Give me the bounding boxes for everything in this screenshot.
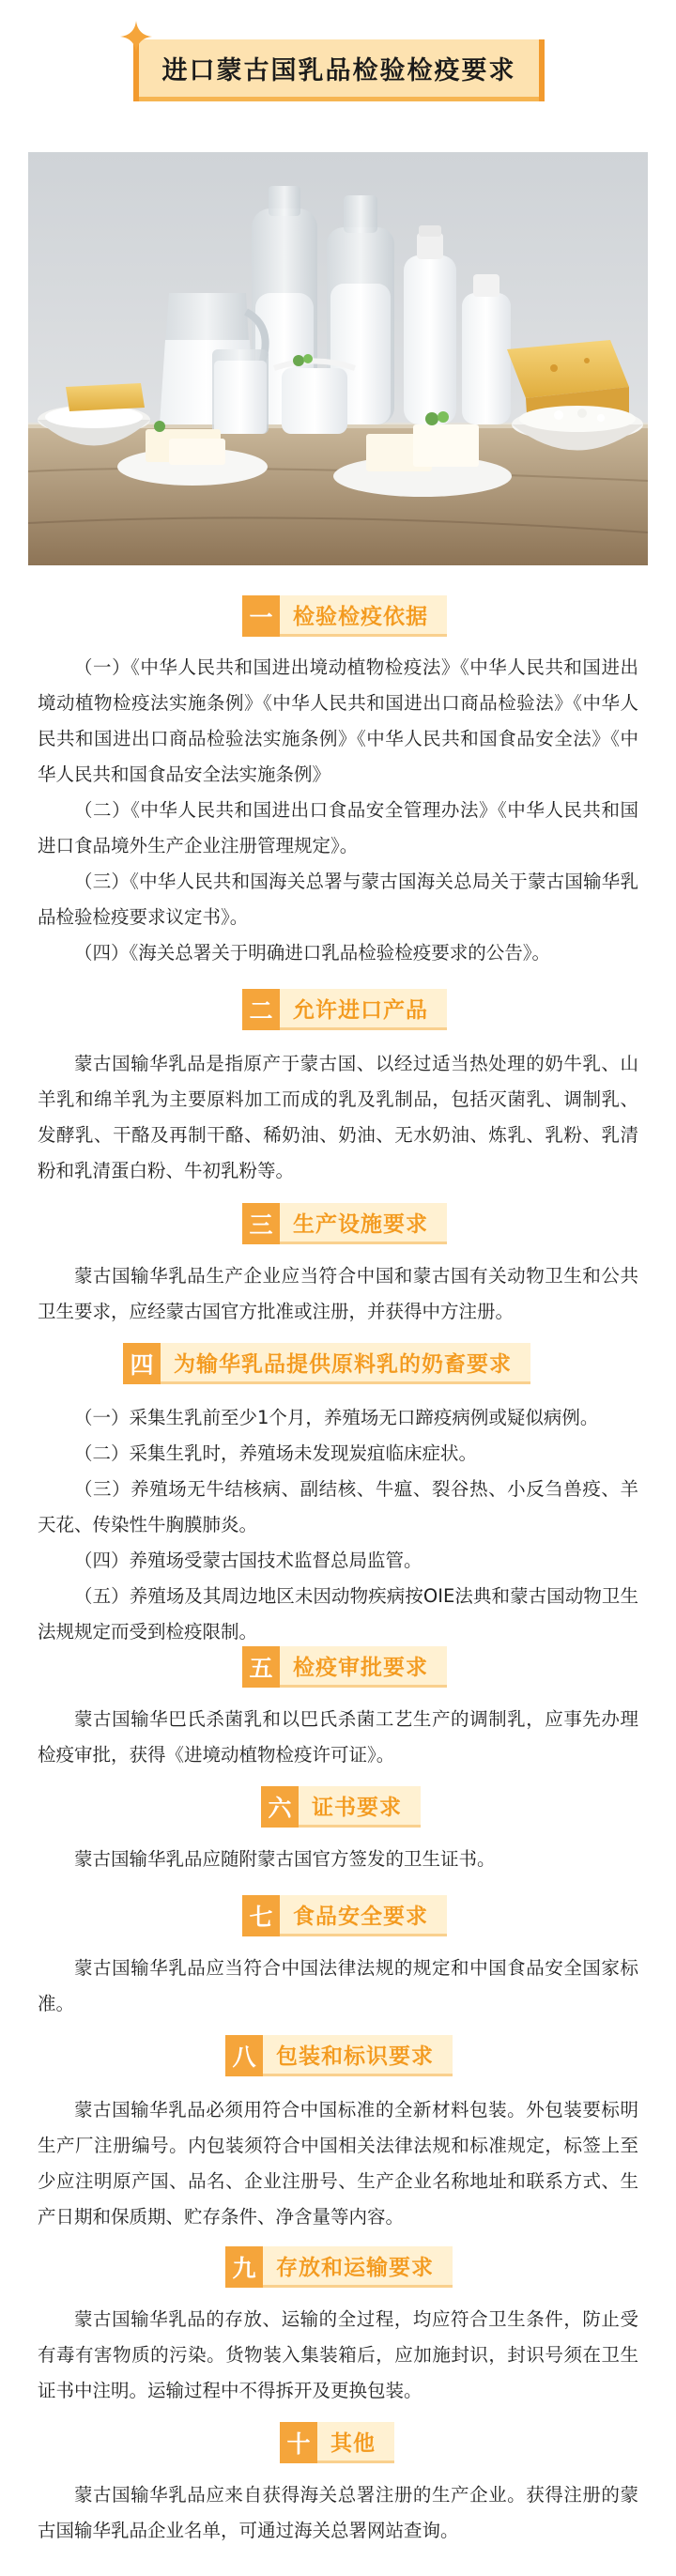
paragraph: 蒙古国输华乳品应来自获得海关总署注册的生产企业。获得注册的蒙古国输华乳品企业名单，可通过海关总署网站查询。: [38, 2484, 638, 2541]
section-title: 为输华乳品提供原料乳的奶畜要求: [161, 1343, 530, 1384]
section-heading-products: [242, 989, 447, 1030]
section-body-certificate: [38, 1842, 638, 1877]
section-body-facilities: [38, 1258, 638, 1330]
section-title: 检验检疫依据: [280, 595, 447, 637]
section-title: 允许进口产品: [280, 989, 447, 1030]
paragraph: （二）《中华人民共和国进出口食品安全管理办法》《中华人民共和国进口食品境外生产企业注册管理规定》。: [38, 799, 638, 856]
section-number: 五: [242, 1646, 280, 1688]
section-heading-facilities: [242, 1203, 447, 1244]
section-heading-basis: [242, 595, 447, 637]
section-body-other: [38, 2477, 638, 2549]
paragraph: 蒙古国输华巴氏杀菌乳和以巴氏杀菌工艺生产的调制乳，应事先办理检疫审批，获得《进境动植物检疫许可证》。: [38, 1708, 638, 1766]
section-body-products: [38, 1046, 638, 1189]
paragraph: （一）采集生乳前至少1个月，养殖场无口蹄疫病例或疑似病例。: [74, 1407, 599, 1428]
section-body-food-safety: [38, 1951, 638, 2022]
dairy-products-photo: [28, 152, 648, 565]
section-body-livestock: [38, 1400, 638, 1650]
paragraph: （一）《中华人民共和国进出境动植物检疫法》《中华人民共和国进出境动植物检疫法实施条例》《中华人民共和国进出口商品检验法》《中华人民共和国进出口商品检验法实施条例》《中华人民共和国食品安全法》《中华人民共和国食品安全法实施条例》: [38, 656, 638, 785]
dairy-products-illustration: [28, 152, 648, 565]
section-number: 十: [280, 2422, 317, 2463]
paragraph: 蒙古国输华乳品生产企业应当符合中国和蒙古国有关动物卫生和公共卫生要求，应经蒙古国官方批准或注册，并获得中方注册。: [38, 1265, 638, 1322]
section-heading-certificate: [261, 1786, 421, 1828]
paragraph: 蒙古国输华乳品应当符合中国法律法规的规定和中国食品安全国家标准。: [38, 1957, 638, 2014]
section-number: 一: [242, 595, 280, 637]
section-heading-packaging: [225, 2035, 453, 2076]
paragraph: （三）养殖场无牛结核病、副结核、牛瘟、裂谷热、小反刍兽疫、羊天花、传染性牛胸膜肺炎。: [38, 1478, 638, 1535]
section-title: 存放和运输要求: [263, 2246, 453, 2288]
paragraph: 蒙古国输华乳品应随附蒙古国官方签发的卫生证书。: [74, 1848, 496, 1870]
section-heading-food-safety: [242, 1895, 447, 1936]
section-number: 八: [225, 2035, 263, 2076]
section-title: 包装和标识要求: [263, 2035, 453, 2076]
section-heading-livestock: [123, 1343, 530, 1384]
section-body-packaging: [38, 2092, 638, 2235]
section-body-transport: [38, 2302, 638, 2409]
section-heading-other: [280, 2422, 394, 2463]
paragraph: 蒙古国输华乳品是指原产于蒙古国、以经过适当热处理的奶牛乳、山羊乳和绵羊乳为主要原料加工而成的乳及乳制品，包括灭菌乳、调制乳、发酵乳、干酪及再制干酪、稀奶油、奶油、无水奶油、炼乳、乳粉、乳清粉和乳清蛋白粉、牛初乳粉等。: [38, 1053, 638, 1181]
section-number: 三: [242, 1203, 280, 1244]
paragraph: 蒙古国输华乳品必须用符合中国标准的全新材料包装。外包装要标明生产厂注册编号。内包装须符合中国相关法律法规和标准规定，标签上至少应注明原产国、品名、企业注册号、生产企业名称地址和联系方式、生产日期和保质期、贮存条件、净含量等内容。: [38, 2099, 638, 2228]
section-title: 食品安全要求: [280, 1895, 447, 1936]
section-number: 四: [123, 1343, 161, 1384]
section-heading-transport: [225, 2246, 453, 2288]
paragraph: （四）养殖场受蒙古国技术监督总局监管。: [74, 1550, 422, 1571]
section-title: 生产设施要求: [280, 1203, 447, 1244]
section-body-basis: [38, 650, 638, 971]
paragraph: 蒙古国输华乳品的存放、运输的全过程，均应符合卫生条件，防止受有毒有害物质的污染。货物装入集装箱后，应加施封识，封识号须在卫生证书中注明。运输过程中不得拆开及更换包装。: [38, 2308, 638, 2401]
section-title: 其他: [317, 2422, 394, 2463]
paragraph: （四）《海关总署关于明确进口乳品检验检疫要求的公告》。: [74, 942, 551, 964]
paragraph: （三）《中华人民共和国海关总署与蒙古国海关总局关于蒙古国输华乳品检验检疫要求议定书》。: [38, 871, 638, 928]
paragraph: （二）采集生乳时，养殖场未发现炭疽临床症状。: [74, 1442, 478, 1464]
section-number: 二: [242, 989, 280, 1030]
page-header: [0, 0, 676, 131]
page-title: 进口蒙古国乳品检验检疫要求: [161, 56, 516, 85]
section-body-approval: [38, 1702, 638, 1773]
section-number: 七: [242, 1895, 280, 1936]
section-number: 六: [261, 1786, 299, 1828]
section-number: 九: [225, 2246, 263, 2288]
paragraph: （五）养殖场及其周边地区未因动物疾病按OIE法典和蒙古国动物卫生法规规定而受到检疫限制。: [38, 1585, 638, 1643]
section-heading-approval: [242, 1646, 447, 1688]
section-title: 证书要求: [299, 1786, 421, 1828]
section-title: 检疫审批要求: [280, 1646, 447, 1688]
